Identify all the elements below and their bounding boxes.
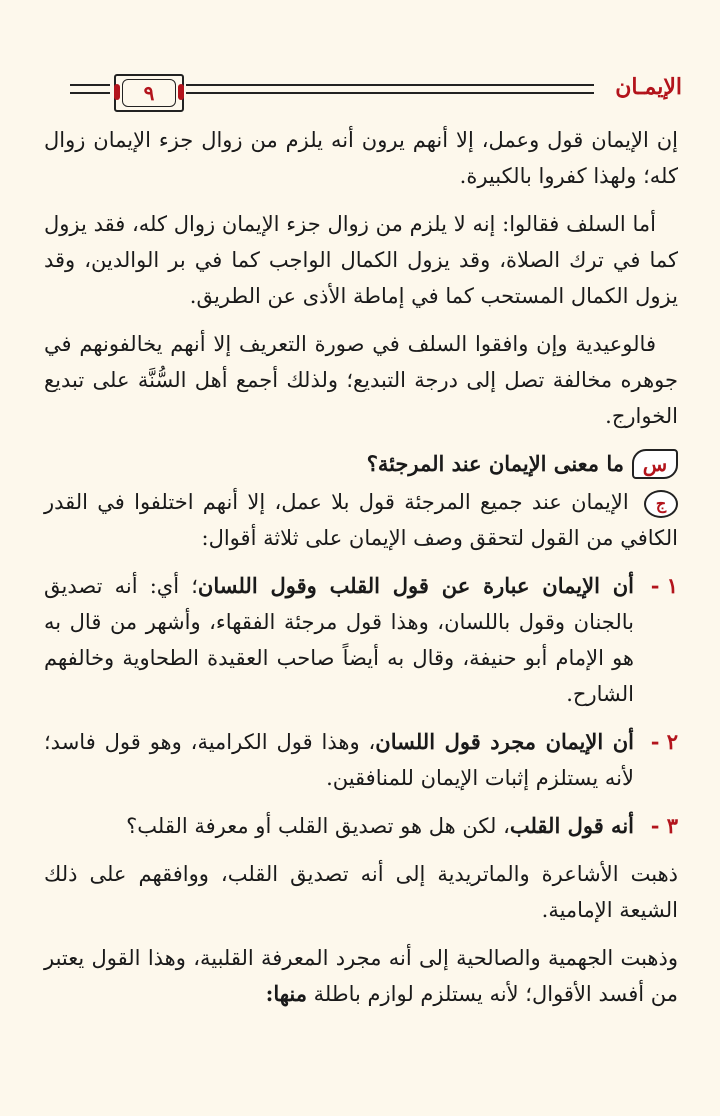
list-item <box>44 808 678 844</box>
paragraph: فالوعيدية وإن وافقوا السلف في صورة التعريف إلا أنهم يخالفونهم في جوهره مخالفة تصل إلى درجة التبديع؛ ولذلك أجمع أهل السُّنَّة على تبديع الخوارج. <box>44 332 678 428</box>
paragraph-text: وذهبت الجهمية والصالحية إلى أنه مجرد المعرفة القلبية، وهذا القول يعتبر من أفسد الأقوال؛ لأنه يستلزم لوازم باطلة <box>44 946 678 1006</box>
header-rule-left-2 <box>70 92 110 94</box>
paragraph: ذهبت الأشاعرة والماتريدية إلى أنه تصديق القلب، ووافقهم على ذلك الشيعة الإمامية. <box>44 862 678 922</box>
list-item-text: ، لكن هل هو تصديق القلب أو معرفة القلب؟ <box>126 814 510 838</box>
header-rule-right-2 <box>186 92 594 94</box>
ornament-icon <box>114 84 120 100</box>
list-item-text: ؛ أي: أنه تصديق بالجنان وقول باللسان، وهذا قول مرجئة الفقهاء، وأشهر من قال به هو الإمام أبو حنيفة، وقال به أيضاً صاحب العقيدة الطحاوية وخالفهم الشارح. <box>44 574 634 706</box>
question-text: ما معنى الإيمان عند المرجئة؟ <box>366 451 624 476</box>
list-number: ٣ - <box>650 813 678 838</box>
ornament-icon <box>178 84 184 100</box>
list-item-bold: أنه قول القلب <box>509 813 634 838</box>
paragraph-bold: منها: <box>265 981 307 1006</box>
list-number: ١ - <box>650 573 678 598</box>
paragraph: إن الإيمان قول وعمل، إلا أنهم يرون أنه يلزم من زوال جزء الإيمان زوال كله؛ ولهذا كفروا بالكبيرة. <box>44 128 678 188</box>
page-header <box>70 72 682 112</box>
list-item-text: ، وهذا قول الكرامية، وهو قول فاسد؛ لأنه يستلزم إثبات الإيمان للمنافقين. <box>44 730 634 790</box>
page-number-box <box>114 74 184 112</box>
list-item-bold: أن الإيمان عبارة عن قول القلب وقول اللسان <box>197 573 634 598</box>
answer-badge: ج <box>644 490 678 518</box>
header-rule-right <box>186 84 594 86</box>
page-number: ٩ <box>122 79 176 107</box>
answer-text: الإيمان عند جميع المرجئة قول بلا عمل، إلا أنهم اختلفوا في القدر الكافي من القول لتحقق وصف الإيمان على ثلاثة أقوال: <box>44 490 678 550</box>
question-row <box>44 446 678 482</box>
main-text <box>44 122 678 1024</box>
list-item <box>44 724 678 796</box>
list-item-bold: أن الإيمان مجرد قول اللسان <box>375 729 634 754</box>
paragraph: أما السلف فقالوا: إنه لا يلزم من زوال جزء الإيمان زوال كله، فقد يزول كما في ترك الصلاة، وقد يزول الكمال الواجب كما في بر الوالدين، وقد يزول الكمال المستحب كما في إماطة الأذى عن الطريق. <box>44 212 678 308</box>
paragraph <box>44 940 678 1012</box>
list-item <box>44 568 678 712</box>
chapter-title: الإيمـان <box>615 74 682 100</box>
question-badge: س <box>632 449 678 479</box>
header-rule-left <box>70 84 110 86</box>
list-number: ٢ - <box>650 729 678 754</box>
answer-paragraph <box>44 484 678 556</box>
